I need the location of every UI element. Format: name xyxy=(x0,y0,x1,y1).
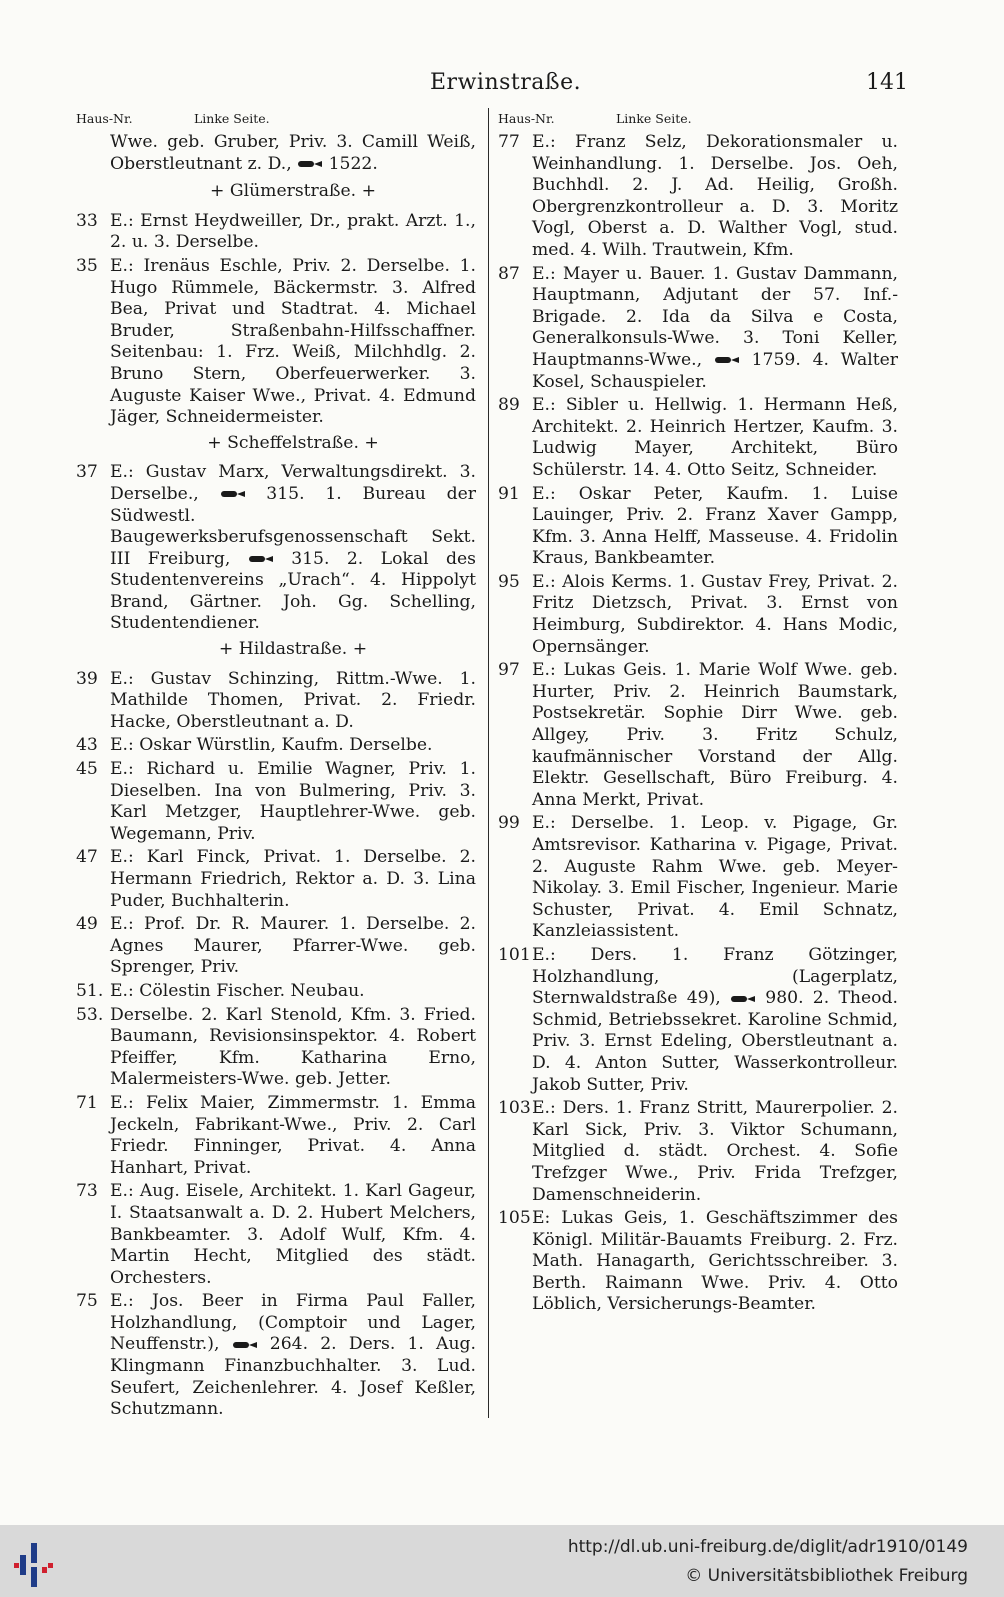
house-number: 49 xyxy=(76,914,98,935)
house-number: 71 xyxy=(76,1092,98,1113)
column-divider xyxy=(488,108,489,1418)
house-number: 43 xyxy=(76,735,98,756)
running-head xyxy=(0,70,1004,100)
entry-text: Wwe. geb. Gruber, Priv. 3. Camill Weiß, Oberstleutnant z. D., xyxy=(110,132,476,174)
house-number: 103 xyxy=(498,1098,531,1119)
house-number: 39 xyxy=(76,668,98,689)
header-side: Linke Seite. xyxy=(194,111,270,127)
right-column xyxy=(498,108,898,1318)
page-number: 141 xyxy=(866,70,908,95)
telephone-icon xyxy=(232,1340,258,1350)
address-entry xyxy=(498,572,898,658)
address-entry xyxy=(76,1181,476,1289)
entry-text: E.: Prof. Dr. R. Maurer. 1. Derselbe. 2. Agnes Maurer, Pfarrer-Wwe. geb. Sprenger, Priv. xyxy=(110,914,476,978)
entry-text: E.: Felix Maier, Zimmermstr. 1. Emma Jeckeln, Fabrikant-Wwe., Priv. 2. Carl Friedr. Finninger, Privat. 4. Anna Hanhart, Privat. xyxy=(110,1092,476,1178)
telephone-icon xyxy=(220,489,246,499)
address-entry xyxy=(76,847,476,912)
house-number: 95 xyxy=(498,571,520,592)
entry-text: E.: Ernst Heydweiller, Dr., prakt. Arzt. 1., 2. u. 3. Derselbe. xyxy=(110,210,476,253)
column-header xyxy=(76,108,476,130)
house-number: 101 xyxy=(498,944,531,965)
entry-text-part: 315. 1. Bureau der Südwestl. Baugewerksberufsgenossenschaft Sekt. III Freiburg, xyxy=(110,483,477,569)
entry-text: E.: Richard u. Emilie Wagner, Priv. 1. Dieselben. Ina von Bulmering, Priv. 3. Karl Metzger, Hauptlehrer-Wwe. geb. Wegemann, Priv. xyxy=(110,759,476,844)
house-number: 91 xyxy=(498,483,520,504)
entry-text: E.: Lukas Geis. 1. Marie Wolf Wwe. geb. Hurter, Priv. 2. Heinrich Baumstark, Postsekretär. Sophie Dirr Wwe. geb. Allgey, Priv. 3. Fritz Schulz, kaufmännischer Vorstand der Allg. Elektr. Gesellschaft, Büro Freiburg. 4. Anna Merkt, Privat. xyxy=(532,660,898,810)
entry-text-part: 1759. 4. Walter Kosel, Schauspieler. xyxy=(532,349,898,392)
entry-text: Derselbe. 2. Karl Stenold, Kfm. 3. Fried. Baumann, Revisionsinspektor. 4. Robert Pfeiffer, Kfm. Katharina Erno, Malermeisters-Wwe. geb. Jetter. xyxy=(110,1004,476,1090)
house-number: 37 xyxy=(76,462,98,483)
house-number: 47 xyxy=(76,847,98,868)
address-entry xyxy=(498,484,898,570)
address-entry xyxy=(498,813,898,943)
address-entry xyxy=(76,1005,476,1091)
entry-text: E.: Oskar Peter, Kaufm. 1. Luise Lauinger, Priv. 2. Franz Xaver Gampp, Kfm. 3. Anna Helff, Masseuse. 4. Fridolin Kraus, Bankbeamter. xyxy=(532,483,898,569)
house-number: 45 xyxy=(76,759,98,780)
address-entry xyxy=(76,1093,476,1179)
entry-text: E.: Ders. 1. Franz Stritt, Maurerpolier. 2. Karl Sick, Priv. 3. Viktor Schumann, Mitglied d. städt. Orchest. 4. Sofie Trefzger Wwe., Priv. Frida Trefzger, Damenschneiderin. xyxy=(532,1098,898,1205)
address-entry xyxy=(498,1098,898,1206)
entry-text-part: 980. 2. Theod. Schmid, Betriebssekret. Karoline Schmid, Priv. 3. Ernst Edeling, Oberstleutnant a. D. 4. Anton Sutter, Wasserkontrolleur. Jakob Sutter, Priv. xyxy=(532,988,898,1095)
house-number: 73 xyxy=(76,1181,98,1202)
entry-text: E.: Gustav Schinzing, Rittm.-Wwe. 1. Mathilde Thomen, Privat. 2. Friedr. Hacke, Oberstleutnant a. D. xyxy=(110,668,476,732)
address-entry xyxy=(76,211,476,254)
entry-text: E.: Franz Selz, Dekorationsmaler u. Weinhandlung. 1. Derselbe. Jos. Oeh, Buchhdl. 2. J. Ad. Heilig, Großh. Obergrenzkontrolleur a. D. 3. Moritz Vogl, Oberst a. D. Walther Vogl, stud. med. 4. Wilh. Trautwein, Kfm. xyxy=(532,132,898,260)
entry-text xyxy=(110,462,476,635)
entry-text xyxy=(110,1291,476,1421)
address-entry xyxy=(76,256,476,429)
column-header xyxy=(498,108,898,130)
cross-street: + Scheffelstraße. + xyxy=(207,432,379,453)
house-number: 53. xyxy=(76,1004,104,1025)
entry-text: E.: Oskar Würstlin, Kaufm. Derselbe. xyxy=(110,735,433,756)
header-house-number: Haus-Nr. xyxy=(498,111,555,127)
entry-text xyxy=(532,264,898,394)
house-number: 33 xyxy=(76,210,98,231)
telephone-icon xyxy=(730,994,756,1004)
house-number: 51. xyxy=(76,980,104,1001)
permalink-url[interactable]: http://dl.ub.uni-freiburg.de/diglit/adr1910/0149 xyxy=(567,1537,968,1557)
address-entry xyxy=(498,132,898,262)
entry-continuation xyxy=(76,132,476,175)
house-number: 77 xyxy=(498,132,520,152)
address-entry xyxy=(76,462,476,635)
address-entry xyxy=(76,1291,476,1421)
cross-street: + Glümerstraße. + xyxy=(209,181,377,202)
address-entry xyxy=(76,669,476,734)
entry-text-part: E.: Gustav Marx, Verwaltungsdirekt. 3. Derselbe., xyxy=(110,462,476,504)
entry-text: E.: Karl Finck, Privat. 1. Derselbe. 2. Hermann Friedrich, Rektor a. D. 3. Lina Puder, Buchhalterin. xyxy=(110,847,476,911)
phone-number: 1522. xyxy=(328,153,378,174)
copyright-notice: © Universitätsbibliothek Freiburg xyxy=(685,1566,968,1586)
address-entry xyxy=(498,945,898,1096)
telephone-icon xyxy=(297,159,323,169)
address-entry xyxy=(76,735,476,757)
house-number: 89 xyxy=(498,395,520,416)
entry-text-part: E.: Jos. Beer in Firma Paul Faller, Holzhandlung, (Comptoir und Lager, Neuffenstr.), xyxy=(110,1291,476,1355)
entry-text: E.: Sibler u. Hellwig. 1. Hermann Heß, Architekt. 2. Heinrich Hertzer, Kaufm. 3. Ludwig Mayer, Architekt, Büro Schülerstr. 14. 4. Otto Seitz, Schneider. xyxy=(532,395,898,480)
address-entry xyxy=(498,395,898,481)
entry-text-part: E.: Ders. 1. Franz Götzinger, Holzhandlung, (Lagerplatz, Sternwaldstraße 49), xyxy=(532,944,898,1009)
header-house-number: Haus-Nr. xyxy=(76,111,133,127)
entry-text: E: Lukas Geis, 1. Geschäftszimmer des Königl. Militär-Bauamts Freiburg. 2. Frz. Math. Hanagarth, Gerichtsschreiber. 3. Berth. Raimann Wwe. Priv. 4. Otto Löblich, Versicherungs-Beamter. xyxy=(532,1208,898,1315)
address-entry xyxy=(498,660,898,811)
address-entry xyxy=(76,759,476,845)
entry-text-part: 315. 2. Lokal des Studentenvereins „Urach“. 4. Hippolyt Brand, Gärtner. Joh. Gg. Schelling, Studentendiener. xyxy=(110,548,476,634)
entry-text: E.: Cölestin Fischer. Neubau. xyxy=(110,980,365,1001)
address-entry xyxy=(76,914,476,979)
left-column xyxy=(76,108,476,1423)
entry-text: E.: Irenäus Eschle, Priv. 2. Derselbe. 1. Hugo Rümmele, Bäckermstr. 3. Alfred Bea, Privat und Stadtrat. 4. Michael Bruder, Straßenbahn-Hilfsschaffner. Seitenbau: 1. Frz. Weiß, Milchhdlg. 2. Bruno Stern, Oberfeuerwerker. 3. Auguste Kaiser Wwe., Privat. 4. Edmund Jäger, Schneidermeister. xyxy=(110,255,476,428)
house-number: 97 xyxy=(498,660,520,681)
address-entry xyxy=(498,1208,898,1316)
address-entry xyxy=(498,264,898,394)
house-number: 105 xyxy=(498,1208,531,1229)
house-number: 35 xyxy=(76,255,98,276)
entry-text: E.: Aug. Eisele, Architekt. 1. Karl Gageur, I. Staatsanwalt a. D. 2. Hubert Melchers, Bankbeamter. 3. Adolf Wulf, Kfm. 4. Martin Hecht, Mitglied des städt. Orchesters. xyxy=(110,1181,476,1288)
house-number: 87 xyxy=(498,263,520,284)
house-number: 99 xyxy=(498,813,520,834)
entry-text: E.: Alois Kerms. 1. Gustav Frey, Privat. 2. Fritz Dietzsch, Privat. 3. Ernst von Heimburg, Subdirektor. 4. Hans Modic, Opernsänger. xyxy=(532,571,898,657)
viewer-footer xyxy=(0,1525,1004,1597)
house-number: 75 xyxy=(76,1291,98,1312)
entry-text xyxy=(532,945,898,1096)
entry-text-part: 264. 2. Ders. 1. Aug. Klingmann Finanzbuchhalter. 3. Lud. Seufert, Zeichenlehrer. 4. Josef Keßler, Schutzmann. xyxy=(110,1334,476,1420)
cross-street: + Hildastraße. + xyxy=(218,639,368,660)
entry-text-part: E.: Mayer u. Bauer. 1. Gustav Dammann, Hauptmann, Adjutant der 57. Inf.-Brigade. 2. Ida da Silva e Costa, Generalkonsuls-Wwe. 3. Toni Keller, Hauptmanns-Wwe., xyxy=(532,263,898,370)
header-side: Linke Seite. xyxy=(616,111,692,127)
telephone-icon xyxy=(248,554,274,564)
telephone-icon xyxy=(714,355,740,365)
address-entry xyxy=(76,981,476,1003)
ub-freiburg-logo xyxy=(14,1543,54,1587)
page-title: Erwinstraße. xyxy=(430,70,582,95)
entry-text: E.: Derselbe. 1. Leop. v. Pigage, Gr. Amtsrevisor. Katharina v. Pigage, Privat. 2. Auguste Rahm Wwe. geb. Meyer-Nikolay. 3. Emil Fischer, Ingenieur. Marie Schuster, Privat. 4. Emil Schnatz, Kanzleiassistent. xyxy=(532,813,898,942)
